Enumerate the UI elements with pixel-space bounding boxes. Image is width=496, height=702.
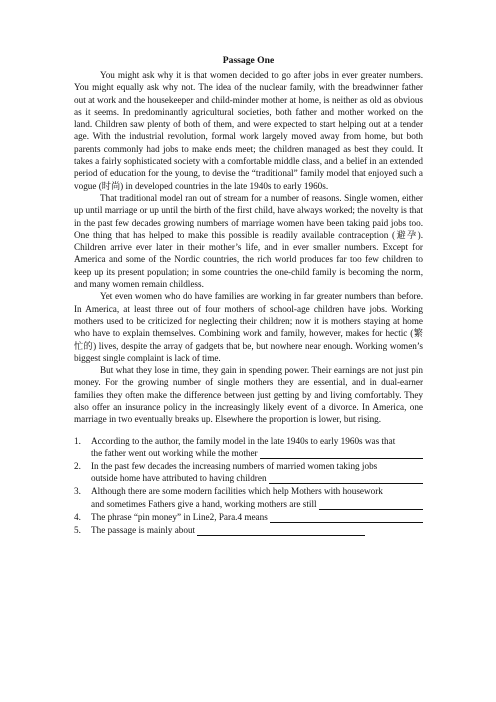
question-number: 3.	[74, 486, 81, 497]
question-text: In the past few decades the increasing numbers of married women taking jobs	[91, 461, 378, 472]
answer-blank[interactable]	[197, 525, 365, 536]
question-list	[74, 435, 423, 537]
question-5	[74, 524, 423, 536]
question-number: 5.	[74, 525, 81, 536]
paragraph-2: That traditional model ran out of stream for a number of reasons. Single women, either up until marriage or up until the birth of the first child, have always worked; the novelty is that in the past few decades growing numbers of marriage women have been taking paid jobs too. One thing that has helped to make this possible is readily available contraception (避孕). Children arrive ever later in their mother’s life, and in ever smaller numbers. Except for America and some of the Nordic countries, the rich world produces far too few children to keep up its present population; in some countries the one-child family is becoming the norm, and many women remain childless.	[74, 192, 423, 290]
question-text: The passage is mainly about	[91, 525, 196, 536]
question-number: 4.	[74, 511, 81, 522]
question-text: Although there are some modern facilities which help Mothers with housework	[91, 486, 383, 497]
paragraph-1: You might ask why it is that women decided to go after jobs in ever greater numbers. You might equally ask why not. The idea of the nuclear family, with the breadwinner father out at work and the housekeeper and child-minder mother at home, is neither as old as obvious as it seems. In predominantly agricultural societies, both father and mother worked on the land. Children saw plenty of both of them, and were expected to start helping out at a tender age. With the industrial revolution, formal work largely moved away from home, but both parents commonly had jobs to make ends meet; the children managed as best they could. It takes a fairly sophisticated society with a comfortable middle class, and a belief in an extended period of education for the young, to devise the “traditional” family model that enjoyed such a vogue (时尚) in developed countries in the late 1940s to early 1960s.	[74, 70, 424, 191]
question-text-continued: the father went out working while the mother	[91, 447, 258, 458]
answer-blank[interactable]	[319, 499, 423, 510]
answer-blank[interactable]	[270, 512, 423, 523]
answer-blank[interactable]	[269, 473, 423, 484]
paragraph-4: But what they lose in time, they gain in spending power. Their earnings are not just pin money. For the growing number of single mothers they are essential, and in dual-earner families they often make the difference between just getting by and living comfortably. They also offer an insurance policy in the increasingly likely event of a divorce. In America, one marriage in two eventually breaks up. Elsewhere the proportion is lower, but rising.	[74, 365, 423, 425]
question-text-continued: outside home have attributed to having children	[91, 473, 267, 484]
document-page	[74, 55, 423, 537]
question-1	[74, 435, 423, 459]
paragraph-3: Yet even women who do have families are working in far greater numbers than before. In America, at least three out of four mothers of school-age children have jobs. Working mothers used to be criticized for neglecting their children; now it is mothers staying at home who have to explain themselves. Combining work and family, however, makes for hectic (繁忙的) lives, despite the array of gadgets that be, but nowhere near enough. Working women’s biggest single complaint is lack of time.	[74, 291, 423, 363]
question-4	[74, 511, 423, 523]
question-text: The phrase “pin money” in Line2, Para.4 means	[91, 511, 268, 522]
question-text: According to the author, the family model in the late 1940s to early 1960s was that	[91, 435, 396, 446]
passage-title: Passage One	[222, 55, 275, 66]
question-number: 1.	[74, 435, 81, 446]
answer-blank[interactable]	[260, 448, 423, 459]
question-3	[74, 485, 423, 509]
question-2	[74, 460, 423, 484]
question-number: 2.	[74, 461, 81, 472]
question-text-continued: and sometimes Fathers give a hand, working mothers are still	[91, 498, 317, 509]
